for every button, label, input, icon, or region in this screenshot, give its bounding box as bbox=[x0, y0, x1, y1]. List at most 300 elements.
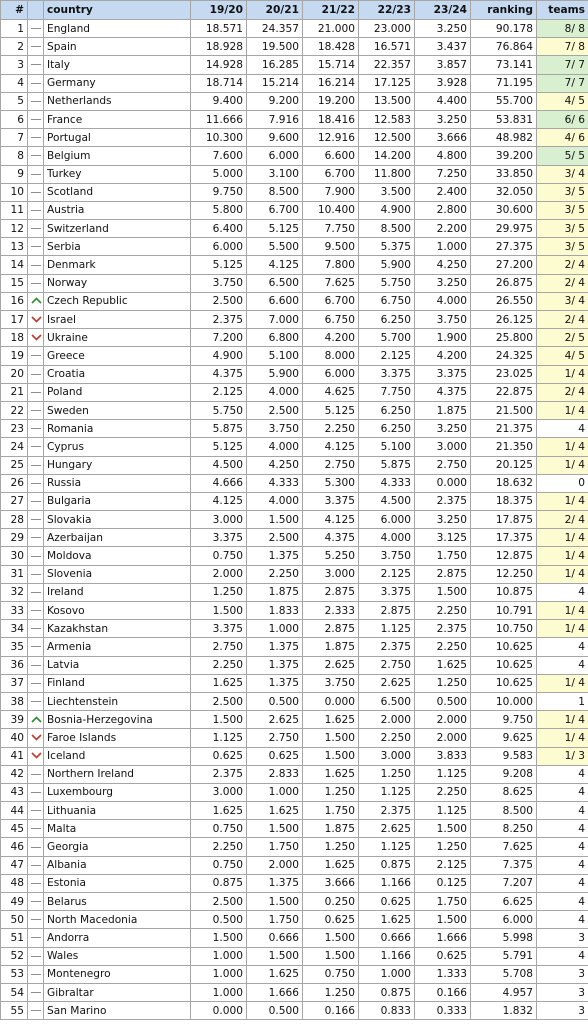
country-cell: Bulgaria bbox=[44, 492, 191, 510]
ranking-cell: 71.195 bbox=[471, 74, 537, 92]
season-2223-cell: 1.000 bbox=[359, 965, 415, 983]
trend-cell bbox=[28, 492, 44, 510]
trend-cell bbox=[28, 165, 44, 183]
trend-flat-icon bbox=[31, 283, 41, 284]
season-2122-cell: 10.400 bbox=[303, 201, 359, 219]
trend-flat-icon bbox=[31, 265, 41, 266]
season-2324-cell: 2.375 bbox=[415, 620, 471, 638]
ranking-cell: 18.632 bbox=[471, 474, 537, 492]
season-1920-cell: 5.800 bbox=[191, 201, 247, 219]
trend-flat-icon bbox=[31, 774, 41, 775]
ranking-cell: 10.625 bbox=[471, 656, 537, 674]
rank-cell: 3 bbox=[1, 56, 28, 74]
trend-cell bbox=[28, 729, 44, 747]
trend-cell bbox=[28, 56, 44, 74]
trend-down-icon bbox=[31, 312, 42, 328]
rank-cell: 11 bbox=[1, 201, 28, 219]
trend-cell bbox=[28, 92, 44, 110]
col-header-ranking[interactable]: ranking bbox=[471, 1, 537, 20]
season-2021-cell: 24.357 bbox=[247, 20, 303, 38]
ranking-cell: 8.625 bbox=[471, 783, 537, 801]
season-2122-cell: 2.625 bbox=[303, 656, 359, 674]
season-2324-cell: 3.666 bbox=[415, 129, 471, 147]
season-2021-cell: 0.500 bbox=[247, 692, 303, 710]
season-1920-cell: 1.500 bbox=[191, 602, 247, 620]
table-row bbox=[1, 147, 588, 165]
season-2324-cell: 2.800 bbox=[415, 201, 471, 219]
table-row bbox=[1, 674, 588, 692]
teams-cell: 3/ 4 bbox=[537, 292, 588, 310]
season-1920-cell: 6.000 bbox=[191, 238, 247, 256]
season-2122-cell: 0.750 bbox=[303, 965, 359, 983]
season-2324-cell: 2.250 bbox=[415, 602, 471, 620]
country-cell: Northern Ireland bbox=[44, 765, 191, 783]
season-2223-cell: 12.583 bbox=[359, 110, 415, 128]
season-2223-cell: 1.250 bbox=[359, 765, 415, 783]
season-2324-cell: 0.000 bbox=[415, 474, 471, 492]
ranking-cell: 4.957 bbox=[471, 983, 537, 1001]
ranking-cell: 30.600 bbox=[471, 201, 537, 219]
season-2021-cell: 4.000 bbox=[247, 383, 303, 401]
season-2324-cell: 1.000 bbox=[415, 238, 471, 256]
trend-cell bbox=[28, 711, 44, 729]
teams-cell: 0 bbox=[537, 474, 588, 492]
table-row bbox=[1, 220, 588, 238]
trend-cell bbox=[28, 183, 44, 201]
country-cell: Bosnia-Herzegovina bbox=[44, 711, 191, 729]
ranking-cell: 7.207 bbox=[471, 874, 537, 892]
trend-flat-icon bbox=[31, 465, 41, 466]
season-1920-cell: 4.666 bbox=[191, 474, 247, 492]
trend-cell bbox=[28, 893, 44, 911]
header-row bbox=[1, 1, 588, 20]
col-header-2021[interactable]: 20/21 bbox=[247, 1, 303, 20]
season-1920-cell: 18.571 bbox=[191, 20, 247, 38]
trend-flat-icon bbox=[31, 956, 41, 957]
trend-flat-icon bbox=[31, 865, 41, 866]
season-2122-cell: 16.214 bbox=[303, 74, 359, 92]
season-2324-cell: 4.250 bbox=[415, 256, 471, 274]
col-header-rank[interactable]: # bbox=[1, 1, 28, 20]
season-2021-cell: 2.750 bbox=[247, 729, 303, 747]
season-1920-cell: 18.714 bbox=[191, 74, 247, 92]
trend-down-icon bbox=[31, 730, 42, 746]
season-1920-cell: 2.500 bbox=[191, 692, 247, 710]
ranking-cell: 55.700 bbox=[471, 92, 537, 110]
ranking-cell: 10.625 bbox=[471, 638, 537, 656]
season-2122-cell: 6.750 bbox=[303, 311, 359, 329]
season-2223-cell: 5.100 bbox=[359, 438, 415, 456]
rank-cell: 15 bbox=[1, 274, 28, 292]
country-cell: Norway bbox=[44, 274, 191, 292]
col-header-2223[interactable]: 22/23 bbox=[359, 1, 415, 20]
trend-cell bbox=[28, 856, 44, 874]
season-2122-cell: 3.666 bbox=[303, 874, 359, 892]
rank-cell: 12 bbox=[1, 220, 28, 238]
season-2122-cell: 2.333 bbox=[303, 602, 359, 620]
ranking-cell: 76.864 bbox=[471, 38, 537, 56]
table-row bbox=[1, 638, 588, 656]
season-2223-cell: 8.500 bbox=[359, 220, 415, 238]
season-2021-cell: 1.500 bbox=[247, 511, 303, 529]
ranking-cell: 10.791 bbox=[471, 602, 537, 620]
table-row bbox=[1, 129, 588, 147]
season-1920-cell: 0.000 bbox=[191, 1002, 247, 1020]
trend-flat-icon bbox=[31, 937, 41, 938]
season-2223-cell: 2.625 bbox=[359, 674, 415, 692]
teams-cell: 4 bbox=[537, 838, 588, 856]
season-2324-cell: 0.166 bbox=[415, 983, 471, 1001]
teams-cell: 3/ 4 bbox=[537, 165, 588, 183]
table-row bbox=[1, 1002, 588, 1020]
rank-cell: 45 bbox=[1, 820, 28, 838]
season-2324-cell: 3.375 bbox=[415, 365, 471, 383]
country-cell: Italy bbox=[44, 56, 191, 74]
table-row bbox=[1, 456, 588, 474]
col-header-country[interactable]: country bbox=[44, 1, 191, 20]
country-cell: North Macedonia bbox=[44, 911, 191, 929]
season-2223-cell: 1.166 bbox=[359, 874, 415, 892]
table-row bbox=[1, 620, 588, 638]
season-2021-cell: 1.666 bbox=[247, 983, 303, 1001]
season-2223-cell: 6.250 bbox=[359, 311, 415, 329]
season-1920-cell: 5.125 bbox=[191, 256, 247, 274]
season-2122-cell: 2.875 bbox=[303, 583, 359, 601]
season-2122-cell: 5.300 bbox=[303, 474, 359, 492]
ranking-cell: 90.178 bbox=[471, 20, 537, 38]
teams-cell: 3/ 5 bbox=[537, 201, 588, 219]
col-header-2324[interactable]: 23/24 bbox=[415, 1, 471, 20]
table-row bbox=[1, 947, 588, 965]
season-2122-cell: 21.000 bbox=[303, 20, 359, 38]
rank-cell: 29 bbox=[1, 529, 28, 547]
season-2324-cell: 2.400 bbox=[415, 183, 471, 201]
teams-cell: 4 bbox=[537, 947, 588, 965]
season-1920-cell: 1.000 bbox=[191, 983, 247, 1001]
season-2122-cell: 3.750 bbox=[303, 674, 359, 692]
ranking-cell: 25.800 bbox=[471, 329, 537, 347]
season-2021-cell: 1.000 bbox=[247, 783, 303, 801]
trend-cell bbox=[28, 256, 44, 274]
ranking-cell: 22.875 bbox=[471, 383, 537, 401]
country-cell: Georgia bbox=[44, 838, 191, 856]
rank-cell: 32 bbox=[1, 583, 28, 601]
trend-cell bbox=[28, 74, 44, 92]
season-2324-cell: 0.333 bbox=[415, 1002, 471, 1020]
season-2021-cell: 1.750 bbox=[247, 911, 303, 929]
ranking-cell: 21.375 bbox=[471, 420, 537, 438]
season-2223-cell: 22.357 bbox=[359, 56, 415, 74]
season-2324-cell: 3.250 bbox=[415, 274, 471, 292]
trend-down-icon bbox=[31, 330, 42, 346]
country-cell: Azerbaijan bbox=[44, 529, 191, 547]
season-2122-cell: 18.416 bbox=[303, 110, 359, 128]
season-2223-cell: 4.333 bbox=[359, 474, 415, 492]
rank-cell: 6 bbox=[1, 110, 28, 128]
teams-cell: 4 bbox=[537, 583, 588, 601]
teams-cell: 1/ 4 bbox=[537, 456, 588, 474]
rank-cell: 26 bbox=[1, 474, 28, 492]
season-2021-cell: 6.500 bbox=[247, 274, 303, 292]
trend-cell bbox=[28, 383, 44, 401]
table-row bbox=[1, 856, 588, 874]
season-2324-cell: 1.666 bbox=[415, 929, 471, 947]
rank-cell: 20 bbox=[1, 365, 28, 383]
season-2324-cell: 2.250 bbox=[415, 783, 471, 801]
country-cell: Ireland bbox=[44, 583, 191, 601]
season-2223-cell: 5.875 bbox=[359, 456, 415, 474]
teams-cell: 4/ 6 bbox=[537, 129, 588, 147]
trend-cell bbox=[28, 583, 44, 601]
season-2223-cell: 12.500 bbox=[359, 129, 415, 147]
country-cell: Austria bbox=[44, 201, 191, 219]
season-2122-cell: 1.500 bbox=[303, 929, 359, 947]
teams-cell: 3/ 5 bbox=[537, 183, 588, 201]
trend-flat-icon bbox=[31, 519, 41, 520]
season-2324-cell: 4.800 bbox=[415, 147, 471, 165]
season-2223-cell: 0.666 bbox=[359, 929, 415, 947]
season-1920-cell: 2.375 bbox=[191, 311, 247, 329]
country-cell: Kosovo bbox=[44, 602, 191, 620]
country-cell: Russia bbox=[44, 474, 191, 492]
season-1920-cell: 5.750 bbox=[191, 401, 247, 419]
trend-up-icon bbox=[31, 712, 42, 728]
season-2021-cell: 1.500 bbox=[247, 820, 303, 838]
teams-cell: 1/ 4 bbox=[537, 565, 588, 583]
trend-flat-icon bbox=[31, 501, 41, 502]
table-row bbox=[1, 747, 588, 765]
season-2122-cell: 4.625 bbox=[303, 383, 359, 401]
table-row bbox=[1, 329, 588, 347]
season-1920-cell: 9.400 bbox=[191, 92, 247, 110]
trend-flat-icon bbox=[31, 610, 41, 611]
table-row bbox=[1, 365, 588, 383]
ranking-cell: 53.831 bbox=[471, 110, 537, 128]
season-2021-cell: 7.000 bbox=[247, 311, 303, 329]
season-2223-cell: 2.125 bbox=[359, 565, 415, 583]
trend-flat-icon bbox=[31, 28, 41, 29]
rank-cell: 9 bbox=[1, 165, 28, 183]
teams-cell: 5/ 5 bbox=[537, 147, 588, 165]
trend-flat-icon bbox=[31, 428, 41, 429]
trend-cell bbox=[28, 929, 44, 947]
season-2122-cell: 1.750 bbox=[303, 802, 359, 820]
season-2223-cell: 4.000 bbox=[359, 529, 415, 547]
season-2122-cell: 1.500 bbox=[303, 747, 359, 765]
teams-cell: 1/ 3 bbox=[537, 747, 588, 765]
teams-cell: 6/ 6 bbox=[537, 110, 588, 128]
trend-cell bbox=[28, 292, 44, 310]
season-2223-cell: 2.625 bbox=[359, 820, 415, 838]
season-2324-cell: 1.250 bbox=[415, 838, 471, 856]
season-2021-cell: 1.375 bbox=[247, 874, 303, 892]
season-1920-cell: 2.750 bbox=[191, 638, 247, 656]
table-row bbox=[1, 765, 588, 783]
season-2122-cell: 1.875 bbox=[303, 638, 359, 656]
country-cell: Portugal bbox=[44, 129, 191, 147]
trend-flat-icon bbox=[31, 847, 41, 848]
rank-cell: 53 bbox=[1, 965, 28, 983]
trend-cell bbox=[28, 620, 44, 638]
season-2324-cell: 3.928 bbox=[415, 74, 471, 92]
country-cell: Scotland bbox=[44, 183, 191, 201]
season-2021-cell: 4.125 bbox=[247, 256, 303, 274]
rank-cell: 23 bbox=[1, 420, 28, 438]
table-row bbox=[1, 874, 588, 892]
season-2122-cell: 0.000 bbox=[303, 692, 359, 710]
season-2122-cell: 1.625 bbox=[303, 711, 359, 729]
table-row bbox=[1, 511, 588, 529]
ranking-cell: 27.375 bbox=[471, 238, 537, 256]
season-2223-cell: 6.500 bbox=[359, 692, 415, 710]
season-2122-cell: 0.625 bbox=[303, 911, 359, 929]
rank-cell: 33 bbox=[1, 602, 28, 620]
season-1920-cell: 10.300 bbox=[191, 129, 247, 147]
trend-flat-icon bbox=[31, 665, 41, 666]
season-2324-cell: 4.375 bbox=[415, 383, 471, 401]
ranking-cell: 21.350 bbox=[471, 438, 537, 456]
season-2122-cell: 9.500 bbox=[303, 238, 359, 256]
ranking-cell: 9.750 bbox=[471, 711, 537, 729]
rank-cell: 22 bbox=[1, 401, 28, 419]
table-row bbox=[1, 274, 588, 292]
rank-cell: 35 bbox=[1, 638, 28, 656]
season-2021-cell: 1.750 bbox=[247, 838, 303, 856]
season-2324-cell: 3.250 bbox=[415, 420, 471, 438]
season-2223-cell: 3.500 bbox=[359, 183, 415, 201]
rank-cell: 37 bbox=[1, 674, 28, 692]
table-row bbox=[1, 983, 588, 1001]
trend-cell bbox=[28, 38, 44, 56]
teams-cell: 4 bbox=[537, 802, 588, 820]
ranking-cell: 12.250 bbox=[471, 565, 537, 583]
trend-flat-icon bbox=[31, 192, 41, 193]
rank-cell: 8 bbox=[1, 147, 28, 165]
season-2223-cell: 1.125 bbox=[359, 620, 415, 638]
rank-cell: 47 bbox=[1, 856, 28, 874]
season-2324-cell: 0.625 bbox=[415, 947, 471, 965]
col-header-1920[interactable]: 19/20 bbox=[191, 1, 247, 20]
table-row bbox=[1, 474, 588, 492]
country-cell: Poland bbox=[44, 383, 191, 401]
country-cell: Cyprus bbox=[44, 438, 191, 456]
season-1920-cell: 2.500 bbox=[191, 292, 247, 310]
season-1920-cell: 2.250 bbox=[191, 838, 247, 856]
table-row bbox=[1, 583, 588, 601]
season-1920-cell: 1.500 bbox=[191, 929, 247, 947]
season-2021-cell: 8.500 bbox=[247, 183, 303, 201]
season-2021-cell: 2.625 bbox=[247, 711, 303, 729]
trend-flat-icon bbox=[31, 119, 41, 120]
table-row bbox=[1, 965, 588, 983]
teams-cell: 4 bbox=[537, 874, 588, 892]
country-cell: Armenia bbox=[44, 638, 191, 656]
season-1920-cell: 3.000 bbox=[191, 511, 247, 529]
table-row bbox=[1, 238, 588, 256]
teams-cell: 1/ 4 bbox=[537, 729, 588, 747]
season-2324-cell: 3.250 bbox=[415, 20, 471, 38]
season-1920-cell: 4.500 bbox=[191, 456, 247, 474]
season-2223-cell: 1.125 bbox=[359, 783, 415, 801]
season-2122-cell: 8.000 bbox=[303, 347, 359, 365]
trend-cell bbox=[28, 820, 44, 838]
season-2021-cell: 9.200 bbox=[247, 92, 303, 110]
season-2122-cell: 1.250 bbox=[303, 838, 359, 856]
table-row bbox=[1, 711, 588, 729]
rank-cell: 13 bbox=[1, 238, 28, 256]
country-cell: England bbox=[44, 20, 191, 38]
trend-cell bbox=[28, 201, 44, 219]
season-1920-cell: 1.250 bbox=[191, 583, 247, 601]
country-cell: Albania bbox=[44, 856, 191, 874]
ranking-cell: 10.875 bbox=[471, 583, 537, 601]
rank-cell: 46 bbox=[1, 838, 28, 856]
season-2021-cell: 6.000 bbox=[247, 147, 303, 165]
trend-flat-icon bbox=[31, 537, 41, 538]
season-2324-cell: 1.625 bbox=[415, 656, 471, 674]
season-1920-cell: 5.875 bbox=[191, 420, 247, 438]
season-1920-cell: 1.625 bbox=[191, 802, 247, 820]
table-row bbox=[1, 420, 588, 438]
season-2324-cell: 0.500 bbox=[415, 692, 471, 710]
country-cell: Denmark bbox=[44, 256, 191, 274]
table-row bbox=[1, 729, 588, 747]
season-2122-cell: 1.500 bbox=[303, 729, 359, 747]
teams-cell: 4 bbox=[537, 911, 588, 929]
col-header-teams[interactable]: teams bbox=[537, 1, 588, 20]
trend-cell bbox=[28, 547, 44, 565]
country-cell: Andorra bbox=[44, 929, 191, 947]
teams-cell: 4/ 5 bbox=[537, 92, 588, 110]
country-cell: Croatia bbox=[44, 365, 191, 383]
trend-cell bbox=[28, 529, 44, 547]
ranking-cell: 5.708 bbox=[471, 965, 537, 983]
trend-flat-icon bbox=[31, 101, 41, 102]
ranking-cell: 9.583 bbox=[471, 747, 537, 765]
ranking-cell: 20.125 bbox=[471, 456, 537, 474]
table-row bbox=[1, 492, 588, 510]
col-header-2122[interactable]: 21/22 bbox=[303, 1, 359, 20]
teams-cell: 1/ 4 bbox=[537, 401, 588, 419]
season-1920-cell: 2.000 bbox=[191, 565, 247, 583]
season-2021-cell: 1.375 bbox=[247, 674, 303, 692]
season-2021-cell: 7.916 bbox=[247, 110, 303, 128]
trend-flat-icon bbox=[31, 919, 41, 920]
season-1920-cell: 3.375 bbox=[191, 620, 247, 638]
country-cell: Faroe Islands bbox=[44, 729, 191, 747]
ranking-cell: 6.000 bbox=[471, 911, 537, 929]
country-cell: Hungary bbox=[44, 456, 191, 474]
season-1920-cell: 0.625 bbox=[191, 747, 247, 765]
teams-cell: 1/ 4 bbox=[537, 365, 588, 383]
table-row bbox=[1, 802, 588, 820]
season-2223-cell: 0.875 bbox=[359, 856, 415, 874]
season-2223-cell: 2.375 bbox=[359, 802, 415, 820]
season-2122-cell: 1.875 bbox=[303, 820, 359, 838]
season-1920-cell: 1.000 bbox=[191, 965, 247, 983]
rank-cell: 52 bbox=[1, 947, 28, 965]
season-1920-cell: 7.600 bbox=[191, 147, 247, 165]
season-2324-cell: 3.857 bbox=[415, 56, 471, 74]
ranking-cell: 26.875 bbox=[471, 274, 537, 292]
trend-flat-icon bbox=[31, 992, 41, 993]
ranking-cell: 29.975 bbox=[471, 220, 537, 238]
ranking-cell: 33.850 bbox=[471, 165, 537, 183]
trend-cell bbox=[28, 401, 44, 419]
trend-cell bbox=[28, 311, 44, 329]
rank-cell: 5 bbox=[1, 92, 28, 110]
ranking-cell: 8.500 bbox=[471, 802, 537, 820]
